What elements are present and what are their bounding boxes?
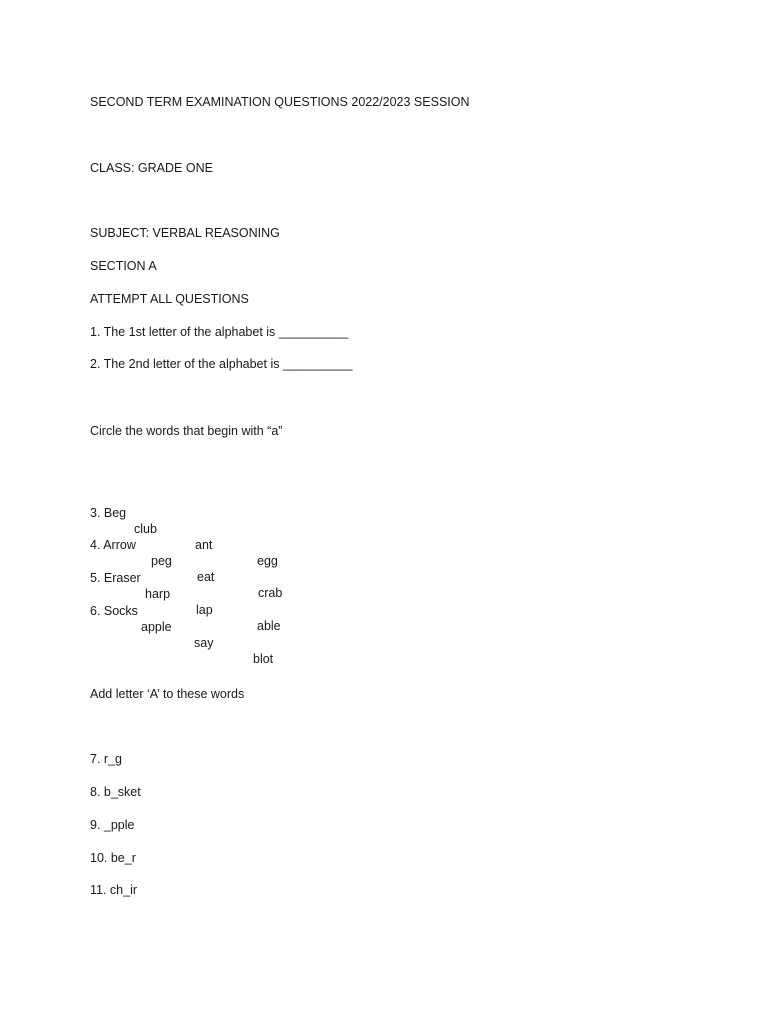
question-10: 10. be_r — [90, 851, 136, 865]
question-11: 11. ch_ir — [90, 883, 138, 897]
word-option: lap — [196, 603, 213, 617]
add-letter-instruction: Add letter ‘A’ to these words — [90, 687, 245, 701]
word-option: crab — [258, 586, 283, 600]
question-7: 7. r_g — [90, 752, 122, 766]
section-heading: SECTION A — [90, 259, 157, 273]
word-option: harp — [145, 587, 171, 601]
row-label: 3. Beg — [90, 506, 127, 520]
word-option: ant — [195, 538, 213, 552]
word-option: club — [134, 522, 157, 536]
word-option: egg — [257, 554, 278, 568]
question-row-6 — [90, 587, 340, 683]
question-9: 9. _pple — [90, 818, 135, 832]
row-label: 5. Eraser — [90, 571, 141, 585]
question-2: 2. The 2nd letter of the alphabet is __________ — [90, 357, 353, 371]
question-1: 1. The 1st letter of the alphabet is __________ — [90, 325, 349, 339]
word-option: eat — [197, 570, 215, 584]
row-label: 6. Socks — [90, 604, 138, 618]
exam-title: SECOND TERM EXAMINATION QUESTIONS 2022/2023 SESSION — [90, 95, 470, 109]
instruction-line: ATTEMPT ALL QUESTIONS — [90, 292, 249, 306]
word-option: say — [194, 636, 214, 650]
class-line: CLASS: GRADE ONE — [90, 161, 213, 175]
word-option: peg — [151, 554, 172, 568]
row-label: 4. Arrow — [90, 538, 136, 552]
word-option: blot — [253, 652, 274, 666]
question-8: 8. b_sket — [90, 785, 141, 799]
subject-line: SUBJECT: VERBAL REASONING — [90, 226, 280, 240]
circle-instruction: Circle the words that begin with “a” — [90, 424, 283, 438]
word-option: apple — [141, 620, 172, 634]
word-option: able — [257, 619, 281, 633]
